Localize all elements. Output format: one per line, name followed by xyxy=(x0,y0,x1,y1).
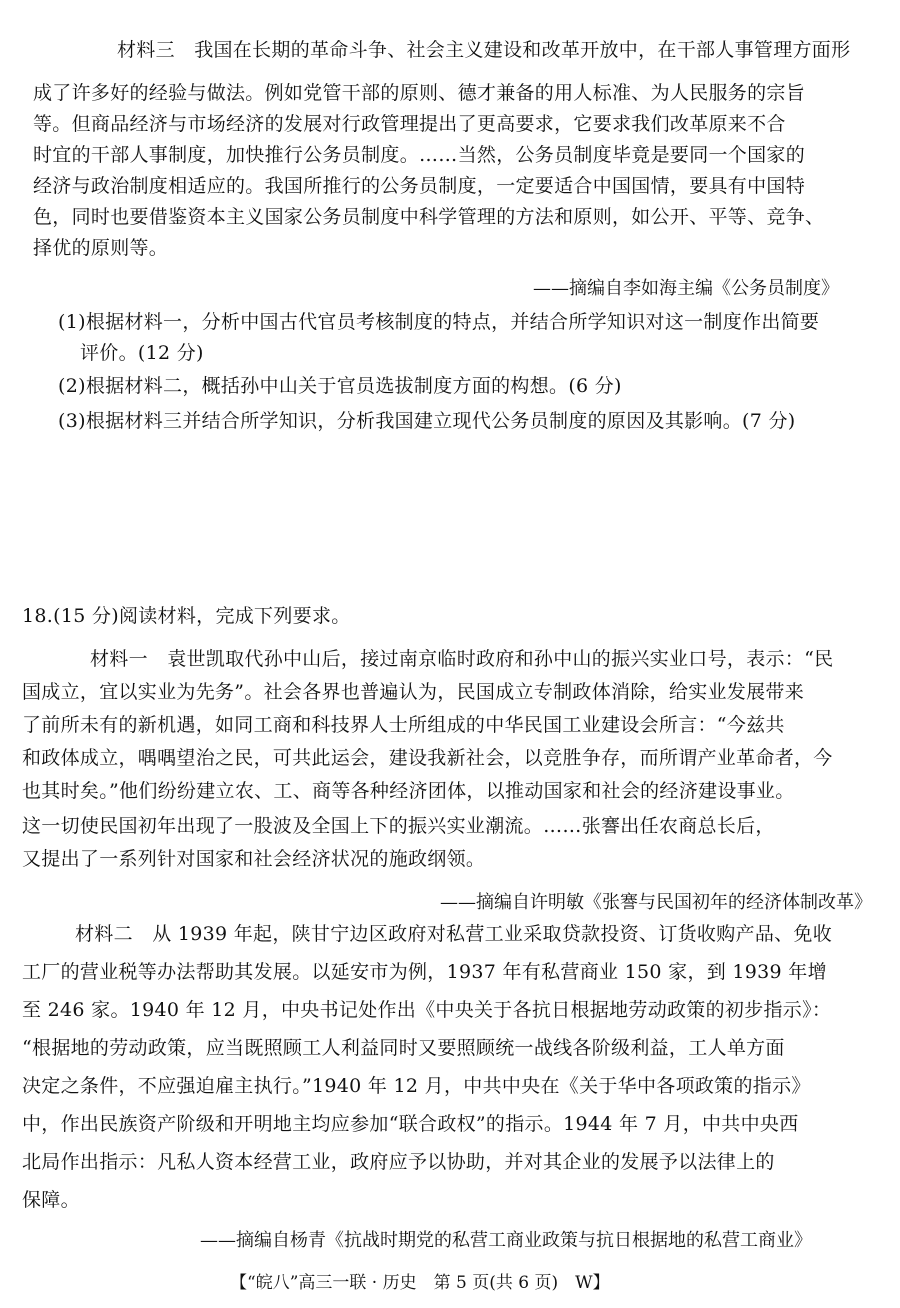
question-18-header: 18.(15 分)阅读材料，完成下列要求。 xyxy=(22,605,351,627)
material3-line-2: 成了许多好的经验与做法。例如党管干部的原则、德才兼备的用人标准、为人民服务的宗旨 xyxy=(33,82,806,104)
q18-material2-line-7: 北局作出指示：凡私人资本经营工业，政府应予以协助，并对其企业的发展予以法律上的 xyxy=(22,1151,775,1173)
q18-material2-source: ——摘编自杨青《抗战时期党的私营工商业政策与抗日根据地的私营工商业》 xyxy=(200,1230,812,1251)
material3-line-4: 时宜的干部人事制度，加快推行公务员制度。……当然，公务员制度毕竟是要同一个国家的 xyxy=(33,144,806,166)
q18-material1-line-4: 和政体成立，喁喁望治之民，可共此运会，建设我新社会，以竞胜争存，而所谓产业革命者，今 xyxy=(22,747,833,769)
question-2: (2)根据材料二，概括孙中山关于官员选拔制度方面的构想。(6 分) xyxy=(58,375,622,397)
material3-line-6: 色，同时也要借鉴资本主义国家公务员制度中科学管理的方法和原则，如公开、平等、竞争、 xyxy=(33,206,825,228)
material3-line-1: 材料三 我国在长期的革命斗争、社会主义建设和改革开放中，在干部人事管理方面形 xyxy=(117,39,851,61)
page-footer: 【“皖八”高三一联 · 历史 第 5 页(共 6 页) W】 xyxy=(230,1273,610,1293)
q18-material2-line-6: 中，作出民族资产阶级和开明地主均应参加“联合政权”的指示。1944 年 7 月，中共中央西 xyxy=(22,1113,799,1135)
question-3: (3)根据材料三并结合所学知识，分析我国建立现代公务员制度的原因及其影响。(7 分) xyxy=(58,410,796,432)
q18-material1-line-6: 这一切使民国初年出现了一股波及全国上下的振兴实业潮流。……张謇出任农商总长后， xyxy=(22,815,775,837)
q18-material1-line-5: 也其时矣。”他们纷纷建立农、工、商等各种经济团体，以推动国家和社会的经济建设事业。 xyxy=(22,780,795,802)
q18-material1-line-7: 又提出了一系列针对国家和社会经济状况的施政纲领。 xyxy=(22,848,486,870)
q18-material1-source: ——摘编自许明敏《张謇与民国初年的经济体制改革》 xyxy=(440,892,872,913)
material3-line-7: 择优的原则等。 xyxy=(33,237,169,259)
question-1-line-1: (1)根据材料一，分析中国古代官员考核制度的特点，并结合所学知识对这一制度作出简要 xyxy=(58,311,820,333)
q18-material1-line-1: 材料一 袁世凯取代孙中山后，接过南京临时政府和孙中山的振兴实业口号，表示：“民 xyxy=(90,648,834,670)
q18-material2-line-2: 工厂的营业税等办法帮助其发展。以延安市为例，1937 年有私营商业 150 家，到 1939 年增 xyxy=(22,961,827,983)
material3-line-3: 等。但商品经济与市场经济的发展对行政管理提出了更高要求，它要求我们改革原来不合 xyxy=(33,113,786,135)
question-1-line-2: 评价。(12 分) xyxy=(80,342,204,364)
q18-material2-line-4: “根据地的劳动政策，应当既照顾工人利益同时又要照顾统一战线各阶级利益，工人单方面 xyxy=(22,1037,785,1059)
q18-material2-line-5: 决定之条件，不应强迫雇主执行。”1940 年 12 月，中共中央在《关于华中各项政策的指示》 xyxy=(22,1075,811,1097)
material3-source: ——摘编自李如海主编《公务员制度》 xyxy=(533,278,839,299)
material3-line-5: 经济与政治制度相适应的。我国所推行的公务员制度，一定要适合中国国情，要具有中国特 xyxy=(33,175,806,197)
q18-material2-line-3: 至 246 家。1940 年 12 月，中央书记处作出《中央关于各抗日根据地劳动政策的初步指示》： xyxy=(22,999,832,1021)
q18-material2-line-8: 保障。 xyxy=(22,1189,80,1211)
q18-material1-line-3: 了前所未有的新机遇，如同工商和科技界人士所组成的中华民国工业建设会所言：“今兹共 xyxy=(22,714,785,736)
q18-material2-line-1: 材料二 从 1939 年起，陕甘宁边区政府对私营工业采取贷款投资、订货收购产品、免收 xyxy=(75,923,833,945)
q18-material1-line-2: 国成立，宜以实业为先务”。社会各界也普遍认为，民国成立专制政体消除，给实业发展带来 xyxy=(22,681,805,703)
